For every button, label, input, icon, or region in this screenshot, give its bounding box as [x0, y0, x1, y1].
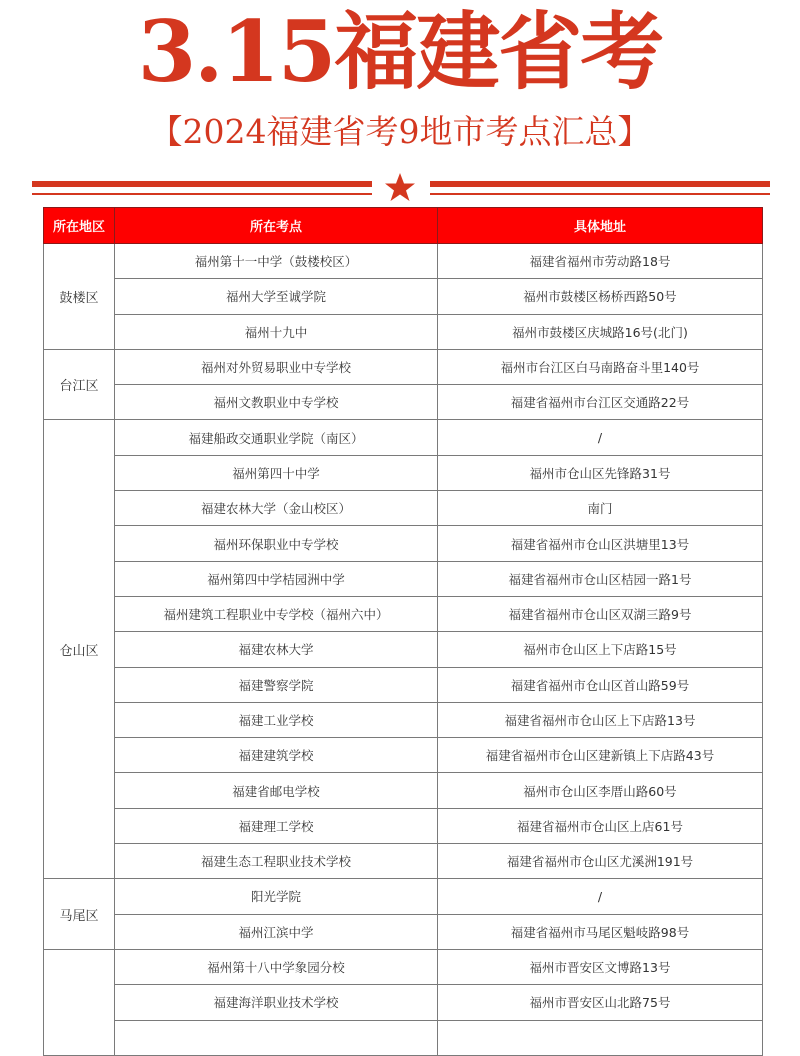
- table-row: [44, 314, 763, 349]
- address-cell: 福州市晋安区文博路13号: [438, 949, 763, 984]
- address-cell: 福州市仓山区李厝山路60号: [438, 773, 763, 808]
- table-row: [44, 455, 763, 490]
- address-cell: 福建省福州市台江区交通路22号: [438, 385, 763, 420]
- site-cell: 福州建筑工程职业中专学校（福州六中）: [115, 596, 438, 631]
- table-row: [44, 1020, 763, 1055]
- site-cell: 阳光学院: [115, 879, 438, 914]
- address-cell: 福建省福州市仓山区上店61号: [438, 808, 763, 843]
- exam-sites-table: [43, 207, 762, 1056]
- table-row: [44, 279, 763, 314]
- site-cell: 福州第十一中学（鼓楼校区）: [115, 244, 438, 279]
- address-cell: 福建省福州市仓山区双湖三路9号: [438, 596, 763, 631]
- table-row: [44, 738, 763, 773]
- region-cell: 马尾区: [44, 879, 115, 950]
- address-cell: 福建省福州市劳动路18号: [438, 244, 763, 279]
- table-row: [44, 949, 763, 984]
- address-cell: 福建省福州市仓山区桔园一路1号: [438, 561, 763, 596]
- address-cell: 福州市仓山区上下店路15号: [438, 632, 763, 667]
- table-row: [44, 985, 763, 1020]
- table-row: [44, 914, 763, 949]
- site-cell: 福州对外贸易职业中专学校: [115, 349, 438, 384]
- site-cell: 福建省邮电学校: [115, 773, 438, 808]
- address-cell: /: [438, 420, 763, 455]
- table-row: [44, 491, 763, 526]
- site-cell: 福州环保职业中专学校: [115, 526, 438, 561]
- divider-bar-left-thick: [32, 181, 372, 187]
- site-cell: 福建船政交通职业学院（南区）: [115, 420, 438, 455]
- table-row: [44, 349, 763, 384]
- page-title: 3.15福建省考: [137, 2, 663, 101]
- address-cell: 福州市鼓楼区杨桥西路50号: [438, 279, 763, 314]
- site-cell: 福建工业学校: [115, 702, 438, 737]
- table-row: [44, 879, 763, 914]
- table-row: [44, 702, 763, 737]
- column-header-region: 所在地区: [44, 208, 115, 244]
- table-row: [44, 632, 763, 667]
- site-cell: 福建农林大学: [115, 632, 438, 667]
- region-cell: 仓山区: [44, 420, 115, 879]
- address-cell: 福建省福州市仓山区首山路59号: [438, 667, 763, 702]
- site-cell: 福建建筑学校: [115, 738, 438, 773]
- site-cell: 福建理工学校: [115, 808, 438, 843]
- site-cell: 福州第十八中学象园分校: [115, 949, 438, 984]
- address-cell: 福建省福州市仓山区洪塘里13号: [438, 526, 763, 561]
- address-cell: 福建省福州市马尾区魁岐路98号: [438, 914, 763, 949]
- region-cell: 鼓楼区: [44, 244, 115, 350]
- site-cell: 福建生态工程职业技术学校: [115, 844, 438, 879]
- table-body: [44, 244, 763, 1056]
- region-cell: [44, 949, 115, 1055]
- address-cell: 福建省福州市仓山区建新镇上下店路43号: [438, 738, 763, 773]
- site-cell: 福州第四十中学: [115, 455, 438, 490]
- divider-bar-right-thick: [430, 181, 770, 187]
- page-subtitle: 【2024福建省考9地市考点汇总】: [149, 112, 651, 151]
- table-row: [44, 526, 763, 561]
- site-cell: [115, 1020, 438, 1055]
- address-cell: 福州市台江区白马南路奋斗里140号: [438, 349, 763, 384]
- table-row: [44, 420, 763, 455]
- site-cell: 福建海洋职业技术学校: [115, 985, 438, 1020]
- table-row: [44, 808, 763, 843]
- table-row: [44, 561, 763, 596]
- address-cell: 福建省福州市仓山区尤溪洲191号: [438, 844, 763, 879]
- site-cell: 福州十九中: [115, 314, 438, 349]
- table-row: [44, 667, 763, 702]
- star-icon: [384, 172, 416, 202]
- address-cell: /: [438, 879, 763, 914]
- site-cell: 福州第四中学桔园洲中学: [115, 561, 438, 596]
- divider-bar-left-thin: [32, 193, 372, 195]
- region-cell: 台江区: [44, 349, 115, 420]
- site-cell: 福建农林大学（金山校区）: [115, 491, 438, 526]
- column-header-site: 所在考点: [115, 208, 438, 244]
- column-header-address: 具体地址: [438, 208, 763, 244]
- site-cell: 福州大学至诚学院: [115, 279, 438, 314]
- table-row: [44, 385, 763, 420]
- address-cell: 福州市鼓楼区庆城路16号(北门): [438, 314, 763, 349]
- table-row: [44, 596, 763, 631]
- address-cell: [438, 1020, 763, 1055]
- address-cell: 福州市晋安区山北路75号: [438, 985, 763, 1020]
- table-header-row: [44, 208, 763, 244]
- site-cell: 福建警察学院: [115, 667, 438, 702]
- site-cell: 福州江滨中学: [115, 914, 438, 949]
- table-row: [44, 844, 763, 879]
- address-cell: 福州市仓山区先锋路31号: [438, 455, 763, 490]
- table-row: [44, 244, 763, 279]
- divider-bar-right-thin: [430, 193, 770, 195]
- address-cell: 福建省福州市仓山区上下店路13号: [438, 702, 763, 737]
- site-cell: 福州文教职业中专学校: [115, 385, 438, 420]
- table-row: [44, 773, 763, 808]
- address-cell: 南门: [438, 491, 763, 526]
